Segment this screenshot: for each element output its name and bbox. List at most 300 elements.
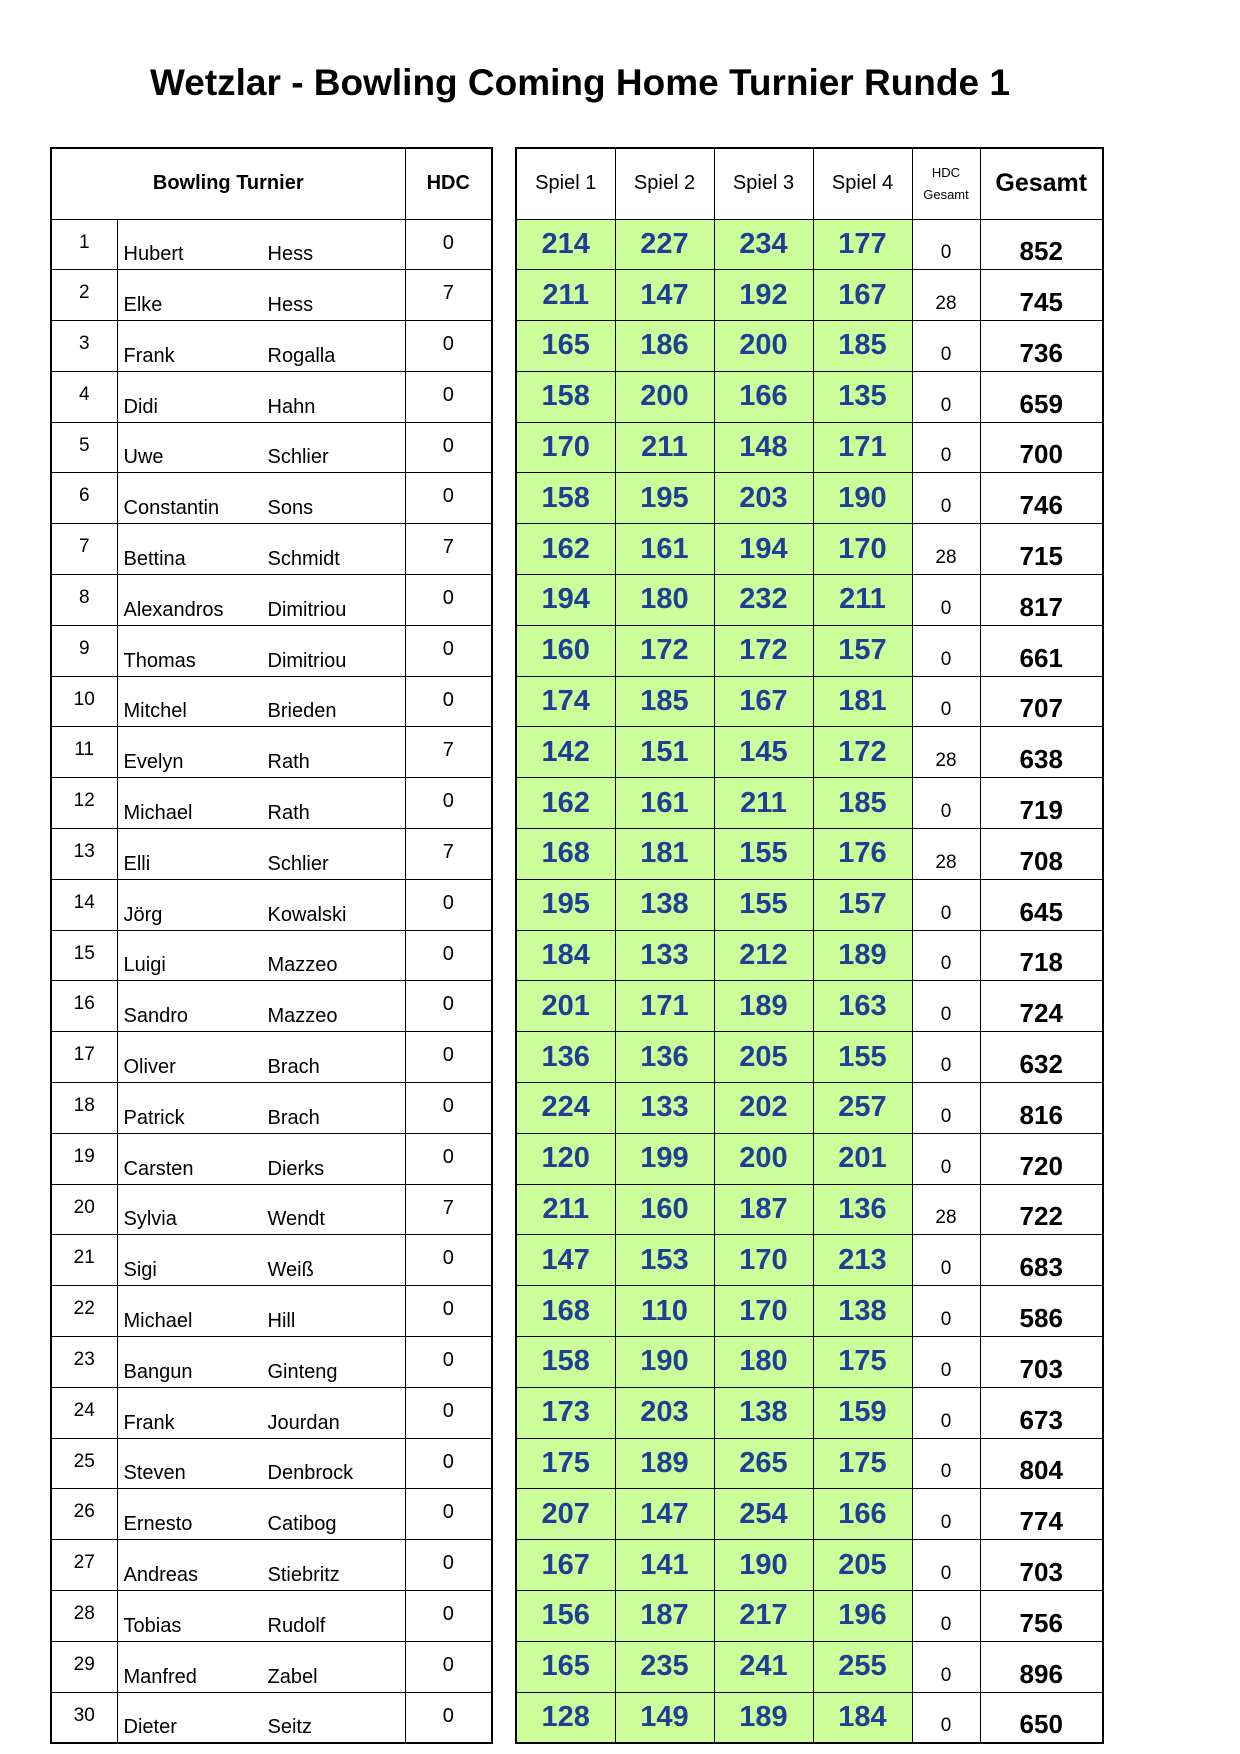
game-1-score: 142	[516, 727, 615, 778]
game-4-score: 181	[813, 676, 912, 727]
game-1-score: 158	[516, 473, 615, 524]
player-last-name: Hess	[267, 294, 314, 317]
player-last-name: Jourdan	[267, 1411, 340, 1434]
game-2-score: 160	[615, 1184, 714, 1235]
player-table	[50, 147, 493, 1744]
player-first-name: Bettina	[123, 548, 186, 571]
total-score: 715	[980, 524, 1103, 575]
game-1-score: 160	[516, 625, 615, 676]
player-number: 13	[51, 829, 117, 880]
player-number: 28	[51, 1591, 117, 1642]
game-1-score: 201	[516, 981, 615, 1032]
hdc-total-value: 0	[912, 473, 980, 524]
hdc-total-value: 28	[912, 1184, 980, 1235]
game-4-score: 177	[813, 219, 912, 270]
total-score: 703	[980, 1540, 1103, 1591]
score-row	[516, 1235, 1103, 1286]
total-header: Gesamt	[980, 148, 1103, 219]
player-name-cell	[117, 676, 405, 727]
total-score: 720	[980, 1133, 1103, 1184]
total-score: 816	[980, 1083, 1103, 1134]
game-4-score: 184	[813, 1692, 912, 1743]
game-2-score: 133	[615, 930, 714, 981]
total-score: 703	[980, 1337, 1103, 1388]
player-first-name: Sigi	[123, 1259, 157, 1282]
game-3-score: 155	[714, 829, 813, 880]
hdc-total-value: 0	[912, 422, 980, 473]
player-row	[51, 1641, 492, 1692]
game-4-score: 190	[813, 473, 912, 524]
player-first-name: Dieter	[123, 1715, 177, 1738]
player-first-name: Jörg	[123, 903, 163, 926]
player-row	[51, 1438, 492, 1489]
game-3-score: 202	[714, 1083, 813, 1134]
player-row	[51, 1184, 492, 1235]
player-number: 21	[51, 1235, 117, 1286]
score-row	[516, 1641, 1103, 1692]
player-last-name: Stiebritz	[267, 1564, 340, 1587]
hdc-total-header-line2: Gesamt	[923, 186, 969, 202]
player-row	[51, 1692, 492, 1743]
player-number: 14	[51, 879, 117, 930]
game-1-score: 184	[516, 930, 615, 981]
total-score: 638	[980, 727, 1103, 778]
player-row	[51, 625, 492, 676]
player-name-cell	[117, 829, 405, 880]
game-1-score: 168	[516, 1286, 615, 1337]
game-2-score: 147	[615, 270, 714, 321]
game-3-score: 148	[714, 422, 813, 473]
player-last-name: Schmidt	[267, 548, 340, 571]
score-row	[516, 524, 1103, 575]
player-name-cell	[117, 1540, 405, 1591]
score-row	[516, 829, 1103, 880]
score-row	[516, 1184, 1103, 1235]
score-row	[516, 625, 1103, 676]
game-3-score: 194	[714, 524, 813, 575]
player-last-name: Ginteng	[267, 1360, 338, 1383]
score-row	[516, 930, 1103, 981]
score-row	[516, 1387, 1103, 1438]
player-number: 9	[51, 625, 117, 676]
score-row	[516, 1591, 1103, 1642]
player-number: 18	[51, 1083, 117, 1134]
game-4-score: 211	[813, 575, 912, 626]
player-name-cell	[117, 1641, 405, 1692]
player-number: 24	[51, 1387, 117, 1438]
game-1-score: 165	[516, 1641, 615, 1692]
score-row	[516, 1286, 1103, 1337]
player-first-name: Constantin	[123, 497, 220, 520]
player-hdc: 0	[405, 1692, 492, 1743]
game-2-score: 199	[615, 1133, 714, 1184]
total-score: 756	[980, 1591, 1103, 1642]
player-name-cell	[117, 321, 405, 372]
game-4-score: 157	[813, 879, 912, 930]
player-last-name: Dimitriou	[267, 598, 347, 621]
total-score: 719	[980, 778, 1103, 829]
player-number: 27	[51, 1540, 117, 1591]
total-score: 650	[980, 1692, 1103, 1743]
game-4-score: 167	[813, 270, 912, 321]
hdc-header: HDC	[405, 148, 492, 219]
player-hdc: 0	[405, 1337, 492, 1388]
game-4-score: 196	[813, 1591, 912, 1642]
score-row	[516, 1337, 1103, 1388]
game-2-score: 161	[615, 524, 714, 575]
player-number: 12	[51, 778, 117, 829]
score-row	[516, 727, 1103, 778]
game-2-score: 187	[615, 1591, 714, 1642]
game-4-score: 205	[813, 1540, 912, 1591]
player-number: 10	[51, 676, 117, 727]
player-name-cell	[117, 727, 405, 778]
hdc-total-value: 0	[912, 778, 980, 829]
player-last-name: Rath	[267, 802, 310, 825]
player-hdc: 0	[405, 1591, 492, 1642]
player-last-name: Mazzeo	[267, 954, 338, 977]
player-row	[51, 371, 492, 422]
player-name-cell	[117, 879, 405, 930]
game-4-score: 138	[813, 1286, 912, 1337]
player-row	[51, 1387, 492, 1438]
player-number: 16	[51, 981, 117, 1032]
total-score: 586	[980, 1286, 1103, 1337]
game-1-score: 158	[516, 1337, 615, 1388]
player-last-name: Weiß	[267, 1259, 314, 1282]
player-first-name: Mitchel	[123, 700, 187, 723]
hdc-total-value: 28	[912, 270, 980, 321]
score-row	[516, 219, 1103, 270]
player-name-cell	[117, 219, 405, 270]
game-1-score: 170	[516, 422, 615, 473]
player-hdc: 0	[405, 1235, 492, 1286]
hdc-total-value: 0	[912, 575, 980, 626]
player-first-name: Bangun	[123, 1360, 193, 1383]
game-4-score: 170	[813, 524, 912, 575]
total-score: 852	[980, 219, 1103, 270]
game-2-score: 136	[615, 1032, 714, 1083]
player-row	[51, 1133, 492, 1184]
game-3-score: 167	[714, 676, 813, 727]
player-number: 7	[51, 524, 117, 575]
player-last-name: Seitz	[267, 1715, 312, 1738]
player-row	[51, 1540, 492, 1591]
game-2-score: 211	[615, 422, 714, 473]
game-2-score: 181	[615, 829, 714, 880]
game-1-score: 162	[516, 524, 615, 575]
hdc-total-value: 0	[912, 1438, 980, 1489]
total-score: 746	[980, 473, 1103, 524]
game-3-score: 145	[714, 727, 813, 778]
player-row	[51, 422, 492, 473]
score-row	[516, 1133, 1103, 1184]
player-number: 4	[51, 371, 117, 422]
total-score: 673	[980, 1387, 1103, 1438]
hdc-total-value: 0	[912, 1235, 980, 1286]
game-4-score: 136	[813, 1184, 912, 1235]
score-row	[516, 1540, 1103, 1591]
score-row	[516, 1083, 1103, 1134]
player-first-name: Steven	[123, 1462, 186, 1485]
player-hdc: 0	[405, 473, 492, 524]
total-score: 700	[980, 422, 1103, 473]
hdc-total-value: 0	[912, 371, 980, 422]
player-last-name: Wendt	[267, 1208, 325, 1231]
game-3-score: 203	[714, 473, 813, 524]
player-hdc: 7	[405, 1184, 492, 1235]
game-3-score: 187	[714, 1184, 813, 1235]
player-hdc: 0	[405, 625, 492, 676]
total-score: 645	[980, 879, 1103, 930]
player-name-cell	[117, 422, 405, 473]
game-4-header: Spiel 4	[813, 148, 912, 219]
hdc-total-value: 28	[912, 727, 980, 778]
game-4-score: 135	[813, 371, 912, 422]
player-hdc: 0	[405, 1133, 492, 1184]
total-score: 683	[980, 1235, 1103, 1286]
player-name-cell	[117, 1133, 405, 1184]
player-name-cell	[117, 1692, 405, 1743]
score-row	[516, 575, 1103, 626]
total-score: 707	[980, 676, 1103, 727]
player-first-name: Didi	[123, 395, 158, 418]
game-1-score: 211	[516, 270, 615, 321]
player-first-name: Thomas	[123, 649, 196, 672]
game-1-score: 120	[516, 1133, 615, 1184]
game-3-score: 170	[714, 1286, 813, 1337]
game-3-score: 192	[714, 270, 813, 321]
game-1-score: 167	[516, 1540, 615, 1591]
game-4-score: 171	[813, 422, 912, 473]
total-score: 718	[980, 930, 1103, 981]
game-3-score: 212	[714, 930, 813, 981]
player-first-name: Manfred	[123, 1665, 197, 1688]
game-4-score: 166	[813, 1489, 912, 1540]
player-first-name: Elli	[123, 852, 151, 875]
game-2-score: 149	[615, 1692, 714, 1743]
game-3-score: 241	[714, 1641, 813, 1692]
player-row	[51, 219, 492, 270]
player-number: 3	[51, 321, 117, 372]
game-3-score: 200	[714, 1133, 813, 1184]
player-name-cell	[117, 778, 405, 829]
hdc-total-value: 0	[912, 1286, 980, 1337]
game-4-score: 172	[813, 727, 912, 778]
player-hdc: 0	[405, 778, 492, 829]
game-4-score: 213	[813, 1235, 912, 1286]
game-1-score: 162	[516, 778, 615, 829]
player-last-name: Schlier	[267, 446, 329, 469]
hdc-total-header	[912, 148, 980, 219]
hdc-total-value: 0	[912, 1692, 980, 1743]
game-1-score: 175	[516, 1438, 615, 1489]
score-row	[516, 1692, 1103, 1743]
game-2-score: 153	[615, 1235, 714, 1286]
player-name-cell	[117, 1387, 405, 1438]
player-number: 15	[51, 930, 117, 981]
game-1-score: 136	[516, 1032, 615, 1083]
game-2-score: 141	[615, 1540, 714, 1591]
player-row	[51, 1337, 492, 1388]
player-row	[51, 473, 492, 524]
player-last-name: Catibog	[267, 1513, 337, 1536]
player-hdc: 0	[405, 1387, 492, 1438]
score-row	[516, 321, 1103, 372]
game-4-score: 185	[813, 778, 912, 829]
game-1-score: 174	[516, 676, 615, 727]
player-row	[51, 676, 492, 727]
player-last-name: Brieden	[267, 700, 337, 723]
player-first-name: Alexandros	[123, 598, 224, 621]
total-score: 659	[980, 371, 1103, 422]
hdc-total-value: 0	[912, 1337, 980, 1388]
player-row	[51, 524, 492, 575]
player-name-cell	[117, 473, 405, 524]
game-2-score: 133	[615, 1083, 714, 1134]
game-3-score: 205	[714, 1032, 813, 1083]
player-name-cell	[117, 575, 405, 626]
player-hdc: 0	[405, 422, 492, 473]
player-hdc: 0	[405, 1540, 492, 1591]
game-2-score: 186	[615, 321, 714, 372]
game-1-score: 207	[516, 1489, 615, 1540]
player-name-cell	[117, 981, 405, 1032]
player-first-name: Elke	[123, 294, 163, 317]
player-row	[51, 575, 492, 626]
game-3-score: 172	[714, 625, 813, 676]
player-name-cell	[117, 1032, 405, 1083]
player-first-name: Andreas	[123, 1564, 198, 1587]
total-score: 817	[980, 575, 1103, 626]
player-number: 23	[51, 1337, 117, 1388]
game-4-score: 155	[813, 1032, 912, 1083]
player-name-cell	[117, 371, 405, 422]
player-last-name: Mazzeo	[267, 1005, 338, 1028]
player-last-name: Hahn	[267, 395, 316, 418]
player-last-name: Rath	[267, 751, 310, 774]
score-row	[516, 270, 1103, 321]
game-2-score: 190	[615, 1337, 714, 1388]
player-name-cell	[117, 524, 405, 575]
total-score: 745	[980, 270, 1103, 321]
hdc-total-value: 0	[912, 219, 980, 270]
player-name-cell	[117, 1235, 405, 1286]
game-2-score: 151	[615, 727, 714, 778]
total-score: 661	[980, 625, 1103, 676]
game-3-score: 155	[714, 879, 813, 930]
game-2-score: 110	[615, 1286, 714, 1337]
player-first-name: Michael	[123, 802, 193, 825]
player-first-name: Uwe	[123, 446, 164, 469]
player-first-name: Tobias	[123, 1614, 182, 1637]
game-2-score: 138	[615, 879, 714, 930]
hdc-total-value: 0	[912, 1387, 980, 1438]
player-row	[51, 1032, 492, 1083]
player-number: 5	[51, 422, 117, 473]
player-last-name: Hill	[267, 1310, 296, 1333]
player-number: 29	[51, 1641, 117, 1692]
game-3-score: 180	[714, 1337, 813, 1388]
game-3-score: 200	[714, 321, 813, 372]
total-score: 708	[980, 829, 1103, 880]
game-4-score: 163	[813, 981, 912, 1032]
player-last-name: Rudolf	[267, 1614, 326, 1637]
hdc-total-value: 0	[912, 1032, 980, 1083]
hdc-total-value: 0	[912, 625, 980, 676]
player-first-name: Frank	[123, 1411, 175, 1434]
game-4-score: 255	[813, 1641, 912, 1692]
game-2-score: 235	[615, 1641, 714, 1692]
player-row	[51, 930, 492, 981]
player-number: 11	[51, 727, 117, 778]
player-number: 30	[51, 1692, 117, 1743]
player-hdc: 0	[405, 1286, 492, 1337]
game-4-score: 185	[813, 321, 912, 372]
player-number: 1	[51, 219, 117, 270]
player-row	[51, 829, 492, 880]
total-score: 736	[980, 321, 1103, 372]
hdc-total-value: 0	[912, 1540, 980, 1591]
game-2-score: 227	[615, 219, 714, 270]
game-3-score: 189	[714, 1692, 813, 1743]
game-3-header: Spiel 3	[714, 148, 813, 219]
game-4-score: 175	[813, 1438, 912, 1489]
game-1-score: 214	[516, 219, 615, 270]
player-number: 25	[51, 1438, 117, 1489]
hdc-total-value: 28	[912, 524, 980, 575]
player-first-name: Ernesto	[123, 1513, 193, 1536]
player-hdc: 0	[405, 879, 492, 930]
game-1-score: 147	[516, 1235, 615, 1286]
game-1-score: 168	[516, 829, 615, 880]
player-number: 6	[51, 473, 117, 524]
player-number: 17	[51, 1032, 117, 1083]
player-hdc: 0	[405, 930, 492, 981]
game-3-score: 265	[714, 1438, 813, 1489]
player-last-name: Sons	[267, 497, 314, 520]
game-2-score: 147	[615, 1489, 714, 1540]
player-hdc: 0	[405, 1032, 492, 1083]
player-hdc: 7	[405, 727, 492, 778]
player-last-name: Kowalski	[267, 903, 347, 926]
player-last-name: Brach	[267, 1056, 320, 1079]
player-first-name: Patrick	[123, 1106, 185, 1129]
player-number: 19	[51, 1133, 117, 1184]
game-2-score: 195	[615, 473, 714, 524]
game-2-score: 189	[615, 1438, 714, 1489]
game-2-score: 171	[615, 981, 714, 1032]
score-table-header	[516, 148, 1103, 219]
player-hdc: 0	[405, 575, 492, 626]
player-row	[51, 1083, 492, 1134]
game-1-score: 194	[516, 575, 615, 626]
total-score: 774	[980, 1489, 1103, 1540]
player-last-name: Denbrock	[267, 1462, 354, 1485]
game-3-score: 211	[714, 778, 813, 829]
player-hdc: 7	[405, 270, 492, 321]
game-2-score: 180	[615, 575, 714, 626]
player-hdc: 0	[405, 219, 492, 270]
game-3-score: 138	[714, 1387, 813, 1438]
score-row	[516, 473, 1103, 524]
player-first-name: Sandro	[123, 1005, 188, 1028]
total-score: 722	[980, 1184, 1103, 1235]
player-number: 22	[51, 1286, 117, 1337]
player-row	[51, 879, 492, 930]
player-last-name: Rogalla	[267, 344, 336, 367]
game-3-score: 190	[714, 1540, 813, 1591]
